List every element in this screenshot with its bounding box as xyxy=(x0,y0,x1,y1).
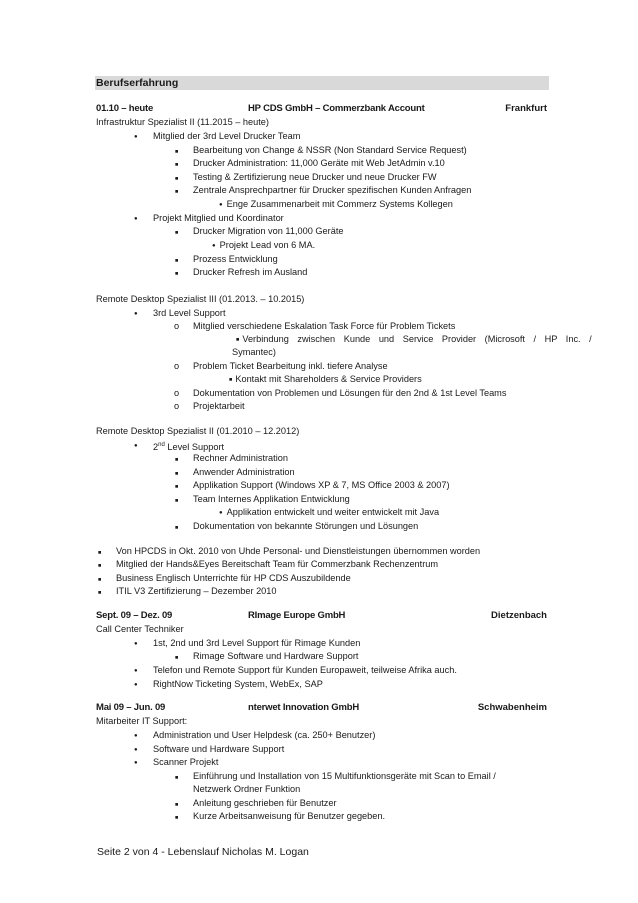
job3-company: nterwet Innovation GmbH xyxy=(248,702,359,713)
list-item: o Mitglied verschiedene Eskalation Task Force für Problem Tickets xyxy=(193,321,455,332)
list-item: ● 1st, 2nd und 3rd Level Support für Rimage Kunden xyxy=(153,638,360,649)
list-item: ■ Bearbeitung von Change & NSSR (Non Standard Service Request) xyxy=(193,145,467,156)
list-item: ● Projekt Mitglied und Koordinator xyxy=(153,213,284,224)
list-item: ● 3rd Level Support xyxy=(153,308,226,319)
job2-company: RImage Europe GmbH xyxy=(248,610,346,621)
list-item xyxy=(212,240,315,252)
list-item: o Dokumentation von Problemen und Lösungen für den 2nd & 1st Level Teams xyxy=(193,388,506,399)
list-item: ■ Dokumentation von bekannte Störungen und Lösungen xyxy=(193,521,418,532)
job3-period: Mai 09 – Jun. 09 xyxy=(96,702,166,713)
list-item: ● Software und Hardware Support xyxy=(153,744,284,755)
list-item: ■ Applikation Support (Windows XP & 7, MS Office 2003 & 2007) xyxy=(193,480,450,491)
job1-role1: Infrastruktur Spezialist II (11.2015 – heute) xyxy=(96,117,269,127)
list-item xyxy=(219,199,453,211)
list-item xyxy=(229,374,422,386)
bullet-icon xyxy=(219,507,227,517)
list-item: ■ Anleitung geschrieben für Benutzer xyxy=(193,798,337,809)
bullet-icon xyxy=(219,199,227,209)
list-item: ■ Team Internes Applikation Entwicklung xyxy=(193,494,350,505)
list-item-text: Applikation entwickelt und weiter entwickelt mit Java xyxy=(226,507,440,517)
job2-period: Sept. 09 – Dez. 09 xyxy=(96,610,173,621)
section-title: Berufserfahrung xyxy=(96,77,179,89)
list-item: ■ Einführung und Installation von 15 Multifunktionsgeräte mit Scan to Email / xyxy=(193,771,496,782)
list-item: ● Administration und User Helpdesk (ca. 250+ Benutzer) xyxy=(153,730,375,741)
list-item: ● Scanner Projekt xyxy=(153,757,218,768)
list-item: ■ Drucker Administration: 11,000 Geräte mit Web JetAdmin v.10 xyxy=(193,158,445,169)
job1-location: Frankfurt xyxy=(505,103,547,114)
list-item: ■ Rimage Software und Hardware Support xyxy=(193,651,358,662)
list-item xyxy=(153,440,224,453)
list-item: ■ Drucker Refresh im Ausland xyxy=(193,267,307,278)
list-item: ■ Drucker Migration von 11,000 Geräte xyxy=(193,226,343,237)
list-item: ■ Business Englisch Unterrichte für HP CDS Auszubildende xyxy=(116,573,351,584)
list-item-text: Level Support xyxy=(164,442,225,453)
job1-role2: Remote Desktop Spezialist III (01.2013. – 10.2015) xyxy=(96,294,305,304)
bullet-icon xyxy=(212,240,220,250)
list-item-text: 2 xyxy=(153,442,159,453)
list-item-text: Enge Zusammenarbeit mit Commerz Systems Kollegen xyxy=(226,199,453,209)
list-item: o Problem Ticket Bearbeitung inkl. tiefere Analyse xyxy=(193,361,388,372)
job2-role: Call Center Techniker xyxy=(96,624,184,634)
job1-company: HP CDS GmbH – Commerzbank Account xyxy=(248,103,425,114)
page-footer: Seite 2 von 4 - Lebenslauf Nicholas M. Logan xyxy=(97,846,309,858)
list-item: ● Telefon und Remote Support für Kunden Europaweit, teilweise Afrika auch. xyxy=(153,665,457,676)
list-item xyxy=(219,507,439,519)
list-item-continuation: Netzwerk Ordner Funktion xyxy=(193,784,301,794)
list-item-continuation: Symantec) xyxy=(232,347,276,357)
list-item: ■ Zentrale Ansprechpartner für Drucker spezifischen Kunden Anfragen xyxy=(193,185,471,196)
job1-period: 01.10 – heute xyxy=(96,103,154,114)
list-item: ● Mitglied der 3rd Level Drucker Team xyxy=(153,131,300,142)
list-item: ■ Mitglied der Hands&Eyes Bereitschaft Team für Commerzbank Rechenzentrum xyxy=(116,559,438,570)
list-item: ● RightNow Ticketing System, WebEx, SAP xyxy=(153,679,323,690)
list-item: ■ Rechner Administration xyxy=(193,453,288,464)
list-item: o Projektarbeit xyxy=(193,401,245,412)
job3-location: Schwabenheim xyxy=(477,702,547,713)
list-item-text: Verbindung zwischen Kunde und Service Provider (Microsoft / HP Inc. / xyxy=(242,334,592,344)
list-item: ■ Kurze Arbeitsanweisung für Benutzer gegeben. xyxy=(193,811,385,822)
job3-role: Mitarbeiter IT Support: xyxy=(96,716,188,726)
list-item xyxy=(236,334,592,346)
list-item: ■ Testing & Zertifizierung neue Drucker und neue Drucker FW xyxy=(193,172,437,183)
job1-role3: Remote Desktop Spezialist II (01.2010 – 12.2012) xyxy=(96,426,300,436)
list-item: ■ Von HPCDS in Okt. 2010 von Uhde Personal- und Dienstleistungen übernommen worden xyxy=(116,546,480,557)
list-item: ■ Prozess Entwicklung xyxy=(193,254,278,265)
superscript: nd xyxy=(158,442,165,448)
list-item-text: Projekt Lead von 6 MA. xyxy=(219,240,316,250)
job2-location: Dietzenbach xyxy=(491,610,547,621)
list-item-text: Kontakt mit Shareholders & Service Providers xyxy=(235,374,422,384)
list-item: ■ Anwender Administration xyxy=(193,467,295,478)
list-item: ■ ITIL V3 Zertifizierung – Dezember 2010 xyxy=(116,586,277,597)
